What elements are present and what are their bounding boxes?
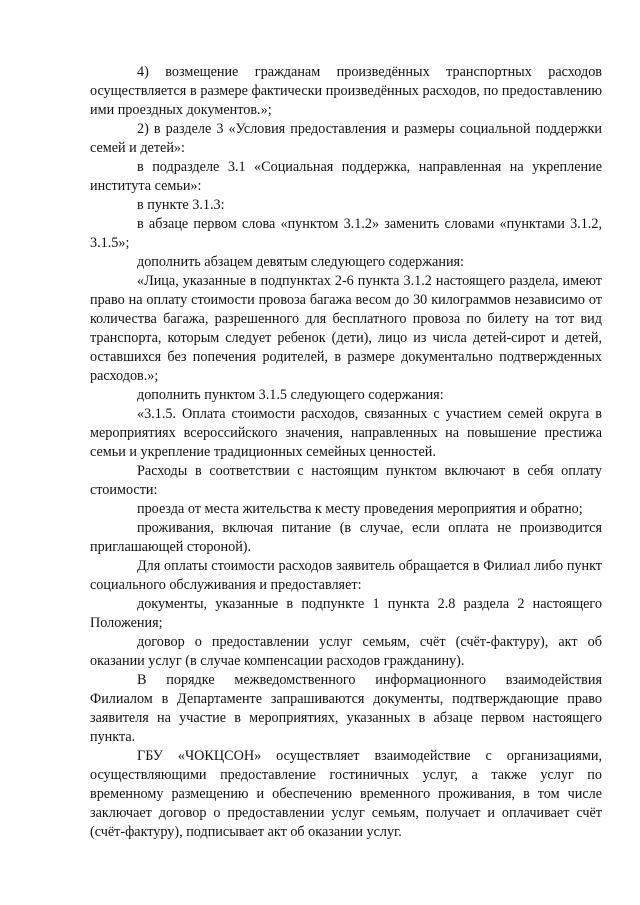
paragraph-travel-cost: проезда от места жительства к месту проведения мероприятия и обратно; <box>137 501 583 517</box>
paragraph-subsection-3-1: в подразделе 3.1 «Социальная поддержка, направленная на укрепление института семьи»: <box>90 159 602 194</box>
document-body <box>90 63 602 842</box>
paragraph-reimbursement-transport: 4) возмещение гражданам произведённых транспортных расходов осуществляется в размере фактически произведённых расходов, по предоставлению ими проездных документов.»; <box>90 64 602 118</box>
paragraph-baggage-payment: «Лица, указанные в подпунктах 2-6 пункта 3.1.2 настоящего раздела, имеют право на оплату стоимости провоза багажа весом до 30 килограммов независимо от количества багажа, разрешенного для бесплатного провоза по билету на тот вид транспорта, которым следует ребенок (дети), лицо из числа детей-сирот и детей, оставшихся без попечения родителей, в размере документально подтвержденных расходов.»; <box>90 273 602 384</box>
paragraph-add-ninth-paragraph: дополнить абзацем девятым следующего содержания: <box>137 254 465 270</box>
paragraph-point-3-1-3: в пункте 3.1.3: <box>137 197 225 213</box>
paragraph-documents-listed: документы, указанные в подпункте 1 пункта 2.8 раздела 2 настоящего Положения; <box>90 596 602 631</box>
paragraph-point-3-1-5-text: «3.1.5. Оплата стоимости расходов, связанных с участием семей округа в мероприятиях всероссийского значения, направленных на повышение престижа семьи и укрепление традиционных семейных ценностей. <box>90 406 602 460</box>
paragraph-service-contract: договор о предоставлении услуг семьям, счёт (счёт-фактуру), акт об оказании услуг (в случае компенсации расходов гражданину). <box>90 634 602 669</box>
paragraph-gbu-chokcson: ГБУ «ЧОКЦСОН» осуществляет взаимодействие с организациями, осуществляющими предоставление гостиничных услуг, а также услуг по временному размещению и обеспечению временного проживания, в том числе заключает договор о предоставлении услуг семьям, получает и оплачивает счёт (счёт-фактуру), подписывает акт об оказании услуг. <box>90 748 602 840</box>
paragraph-replace-words: в абзаце первом слова «пунктом 3.1.2» заменить словами «пунктами 3.1.2, 3.1.5»; <box>90 216 602 251</box>
paragraph-accommodation-cost: проживания, включая питание (в случае, если оплата не производится приглашающей стороной). <box>90 520 602 555</box>
paragraph-interagency-interaction: В порядке межведомственного информационного взаимодействия Филиалом в Департаменте запрашиваются документы, подтверждающие право заявителя на участие в мероприятиях, указанных в абзаце первом настоящего пункта. <box>90 672 602 745</box>
paragraph-add-point-3-1-5: дополнить пунктом 3.1.5 следующего содержания: <box>137 387 444 403</box>
paragraph-section-3-heading: 2) в разделе 3 «Условия предоставления и размеры социальной поддержки семей и детей»: <box>90 121 602 156</box>
paragraph-applicant-applies: Для оплаты стоимости расходов заявитель обращается в Филиал либо пункт социального обслуживания и предоставляет: <box>90 558 602 593</box>
paragraph-expenses-include: Расходы в соответствии с настоящим пунктом включают в себя оплату стоимости: <box>90 463 602 498</box>
